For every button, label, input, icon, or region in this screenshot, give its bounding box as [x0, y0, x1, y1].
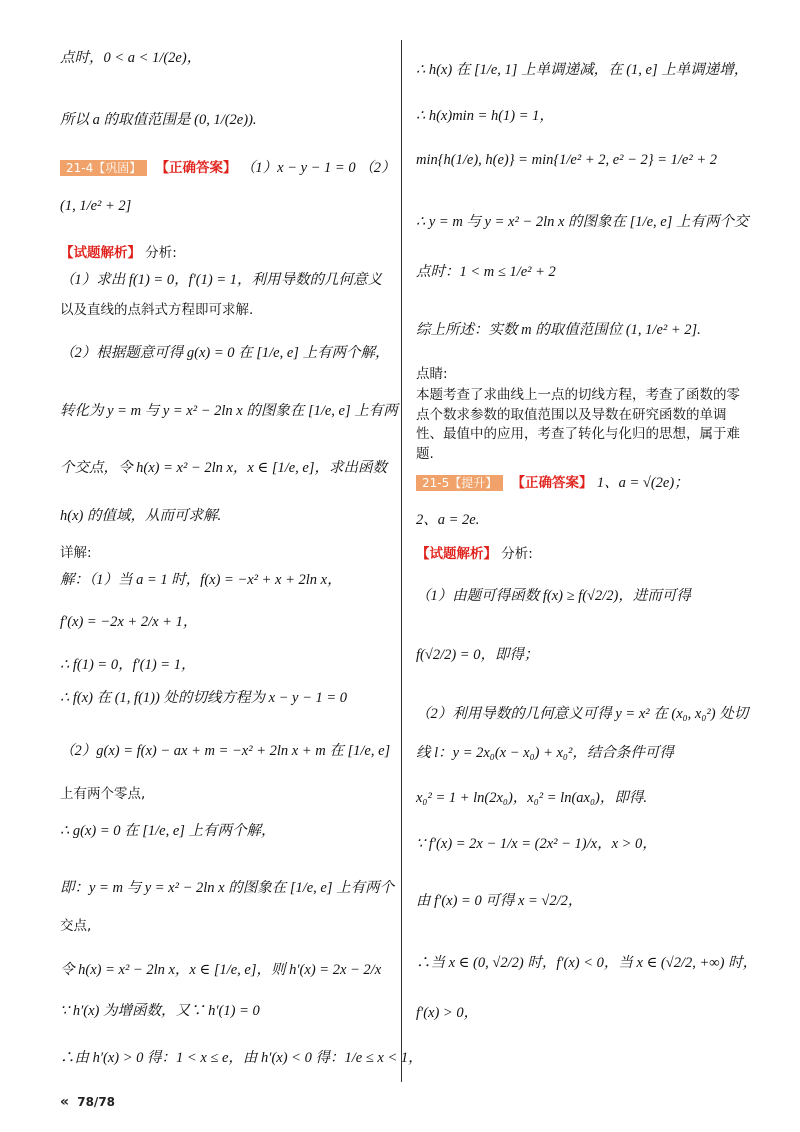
text-line: （2）利用导数的几何意义可得 y = x² 在 (x₀, x₀²) 处切: [416, 706, 749, 722]
text-line: （1）求出 f(1) = 0，f′(1) = 1，利用导数的几何意义: [60, 272, 382, 288]
analysis-label: 【试题解析】: [60, 245, 141, 261]
text-line: ∴ y = m 与 y = x² − 2ln x 的图象在 [1/e, e] 上有两个交: [416, 214, 749, 230]
text-line: ∵ h′(x) 为增函数，又∵ h′(1) = 0: [60, 1003, 260, 1019]
analysis-label: 【试题解析】: [416, 546, 497, 562]
text-line: 所以 a 的取值范围是 (0, 1/(2e)).: [60, 112, 257, 128]
answer-label: 【正确答案】: [511, 475, 593, 491]
text-line: ∴当 x ∈ (0, √2/2) 时，f′(x) < 0，当 x ∈ (√2/2, +∞) 时，: [416, 955, 758, 971]
double-chevron-left-icon: «: [60, 1094, 70, 1110]
text-line: 详解:: [60, 545, 92, 561]
text-line: ∴ g(x) = 0 在 [1/e, e] 上有两个解，: [60, 823, 276, 839]
answer-text: 1、a = √(2e)；: [596, 475, 689, 491]
text-line: min{h(1/e), h(e)} = min{1/e² + 2, e² − 2} = 1/e² + 2: [416, 152, 717, 168]
text-line: 点时：1 < m ≤ 1/e² + 2: [416, 264, 556, 280]
note-paragraph: 本题考查了求曲线上一点的切线方程，考查了函数的零点个数求参数的取值范围以及导数在研究函数的单调性、最值中的应用，考查了转化与化归的思想，属于难题.: [416, 387, 740, 462]
text-line: （2）根据题意可得 g(x) = 0 在 [1/e, e] 上有两个解，: [60, 345, 390, 361]
page-footer: [60, 1094, 115, 1110]
page-number: 78/78: [77, 1095, 116, 1109]
answer-label: 【正确答案】: [155, 160, 237, 176]
text-line: 解：（1）当 a = 1 时，f(x) = −x² + x + 2ln x，: [60, 572, 342, 588]
text-line: 由 f′(x) = 0 可得 x = √2/2，: [416, 893, 583, 909]
answer-text: （1）x − y − 1 = 0 （2）: [240, 160, 396, 176]
analysis-text: 分析:: [145, 245, 177, 261]
text-line: f′(x) = −2x + 2/x + 1，: [60, 614, 198, 630]
column-divider: [401, 40, 402, 1082]
section-heading-21-5: [416, 475, 689, 492]
text-line: f′(x) > 0，: [416, 1005, 479, 1021]
text-line: x₀² = 1 + ln(2x₀)，x₀² = ln(ax₀)，即得.: [416, 790, 647, 806]
answer-text: (1, 1/e² + 2]: [60, 198, 132, 214]
text-line: ∴ h(x)min = h(1) = 1，: [416, 108, 554, 124]
text-line: 综上所述：实数 m 的取值范围位 (1, 1/e² + 2].: [416, 322, 701, 338]
text-line: 线 l：y = 2x₀(x − x₀) + x₀²，结合条件可得: [416, 745, 674, 761]
text-line: 即：y = m 与 y = x² − 2ln x 的图象在 [1/e, e] 上有两个: [60, 880, 395, 896]
analysis-heading: [60, 245, 177, 261]
text-line: ∴ h(x) 在 [1/e, 1] 上单调递减，在 (1, e] 上单调递增，: [416, 62, 749, 78]
text-line: 交点,: [60, 918, 92, 934]
text-line: ∴ f(x) 在 (1, f(1)) 处的切线方程为 x − y − 1 = 0: [60, 690, 348, 706]
text-line: ∵ f′(x) = 2x − 1/x = (2x² − 1)/x，x > 0，: [416, 836, 657, 852]
text-line: （2）g(x) = f(x) − ax + m = −x² + 2ln x + m 在 [1/e, e]: [60, 743, 391, 759]
text-line: 点睛:: [416, 366, 448, 382]
text-line: ∴ f(1) = 0，f′(1) = 1，: [60, 657, 196, 673]
text-line: （1）由题可得函数 f(x) ≥ f(√2/2)，进而可得: [416, 588, 691, 604]
text-line: h(x) 的值域，从而可求解.: [60, 508, 222, 524]
answer-text: 2、a = 2e.: [416, 512, 480, 528]
text-line: 令 h(x) = x² − 2ln x，x ∈ [1/e, e]，则 h′(x) = 2x − 2/x: [60, 962, 382, 978]
section-tag: 21-4【巩固】: [60, 160, 147, 176]
analysis-text: 分析:: [501, 546, 533, 562]
section-heading-21-4: [60, 160, 395, 177]
text-line: 上有两个零点,: [60, 786, 146, 802]
text-line: 点时，0 < a < 1/(2e)，: [60, 50, 202, 66]
text-line: f(√2/2) = 0，即得；: [416, 647, 539, 663]
text-line: ∴由 h′(x) > 0 得：1 < x ≤ e，由 h′(x) < 0 得：1/e ≤ x < 1，: [60, 1050, 423, 1066]
analysis-heading: [416, 546, 533, 562]
text-line: 个交点，令 h(x) = x² − 2ln x，x ∈ [1/e, e]，求出函数: [60, 460, 388, 476]
text-line: 以及直线的点斜式方程即可求解.: [60, 302, 254, 318]
section-tag: 21-5【提升】: [416, 475, 503, 491]
text-line: 转化为 y = m 与 y = x² − 2ln x 的图象在 [1/e, e] 上有两: [60, 403, 398, 419]
